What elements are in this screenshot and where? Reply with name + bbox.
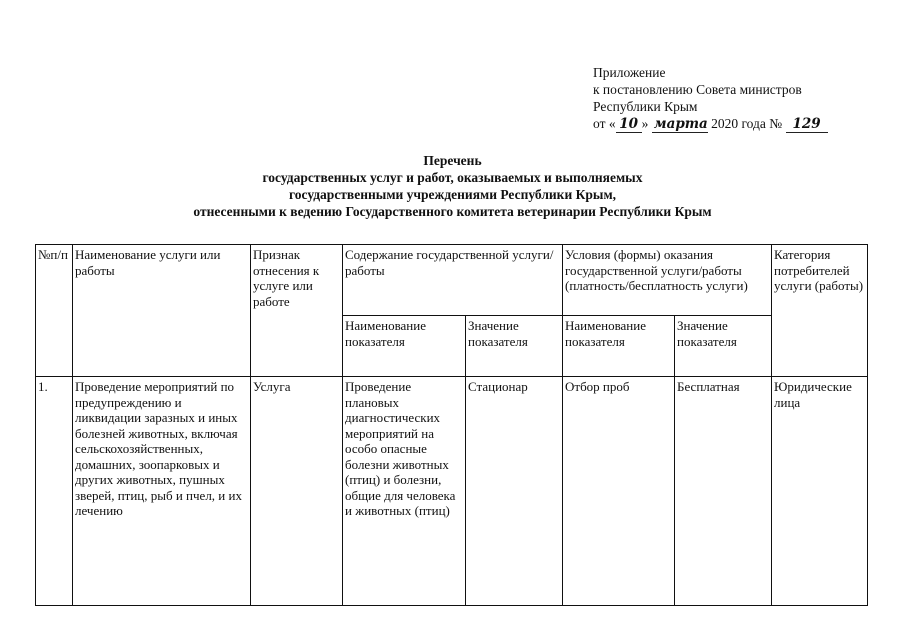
title-line-1: Перечень xyxy=(423,153,482,168)
header-conditions: Условия (формы) оказания государственной услуги/работы (платность/бесплатность услуги) xyxy=(563,245,772,316)
appendix-line-2: к постановлению Совета министров xyxy=(593,82,802,97)
cell-content-name: Проведение плановых диагностических мероприятий на особо опасные болезни животных (птиц) и болезни, общие для человека и животных (птиц) xyxy=(343,377,466,606)
handwritten-number: 129 xyxy=(786,117,828,133)
services-table xyxy=(35,244,868,606)
cell-attr: Услуга xyxy=(251,377,343,606)
title-line-3: государственными учреждениями Республики Крым, xyxy=(288,187,617,202)
title-line-4: отнесенными к ведению Государственного комитета ветеринарии Республики Крым xyxy=(193,204,712,219)
cell-name: Проведение мероприятий по предупреждению и ликвидации заразных и иных болезней животных, включая сельскохозяйственных, домашних, зоопарковых и других животных, пушных зверей, птиц, рыб и пчел, и их лечению xyxy=(73,377,251,606)
header-num: №п/п xyxy=(36,245,73,377)
cell-num: 1. xyxy=(36,377,73,606)
title-line-2: государственных услуг и работ, оказываемых и выполняемых xyxy=(262,170,643,185)
document-title xyxy=(0,152,905,220)
header-content-indicator-name: Наименование показателя xyxy=(343,316,466,377)
appendix-block xyxy=(593,64,828,133)
handwritten-month: марта xyxy=(653,116,708,132)
header-attr: Признак отнесения к услуге или работе xyxy=(251,245,343,377)
header-content: Содержание государственной услуги/работы xyxy=(343,245,563,316)
handwritten-day: 10 xyxy=(616,117,642,133)
appendix-line-1: Приложение xyxy=(593,65,666,80)
header-name: Наименование услуги или работы xyxy=(73,245,251,377)
table-row xyxy=(36,377,868,606)
header-category: Категория потребителей услуги (работы) xyxy=(772,245,868,377)
cell-conditions-name: Отбор проб xyxy=(563,377,675,606)
header-conditions-indicator-name: Наименование показателя xyxy=(563,316,675,377)
date-prefix: от « xyxy=(593,116,616,131)
date-year: 2020 года № xyxy=(711,116,783,131)
cell-content-value: Стационар xyxy=(466,377,563,606)
cell-conditions-value: Бесплатная xyxy=(675,377,772,606)
appendix-line-3: Республики Крым xyxy=(593,99,698,114)
appendix-date-line xyxy=(593,115,828,133)
header-conditions-indicator-value: Значение показателя xyxy=(675,316,772,377)
date-mid: » xyxy=(641,116,649,131)
cell-category: Юридические лица xyxy=(772,377,868,606)
header-content-indicator-value: Значение показателя xyxy=(466,316,563,377)
